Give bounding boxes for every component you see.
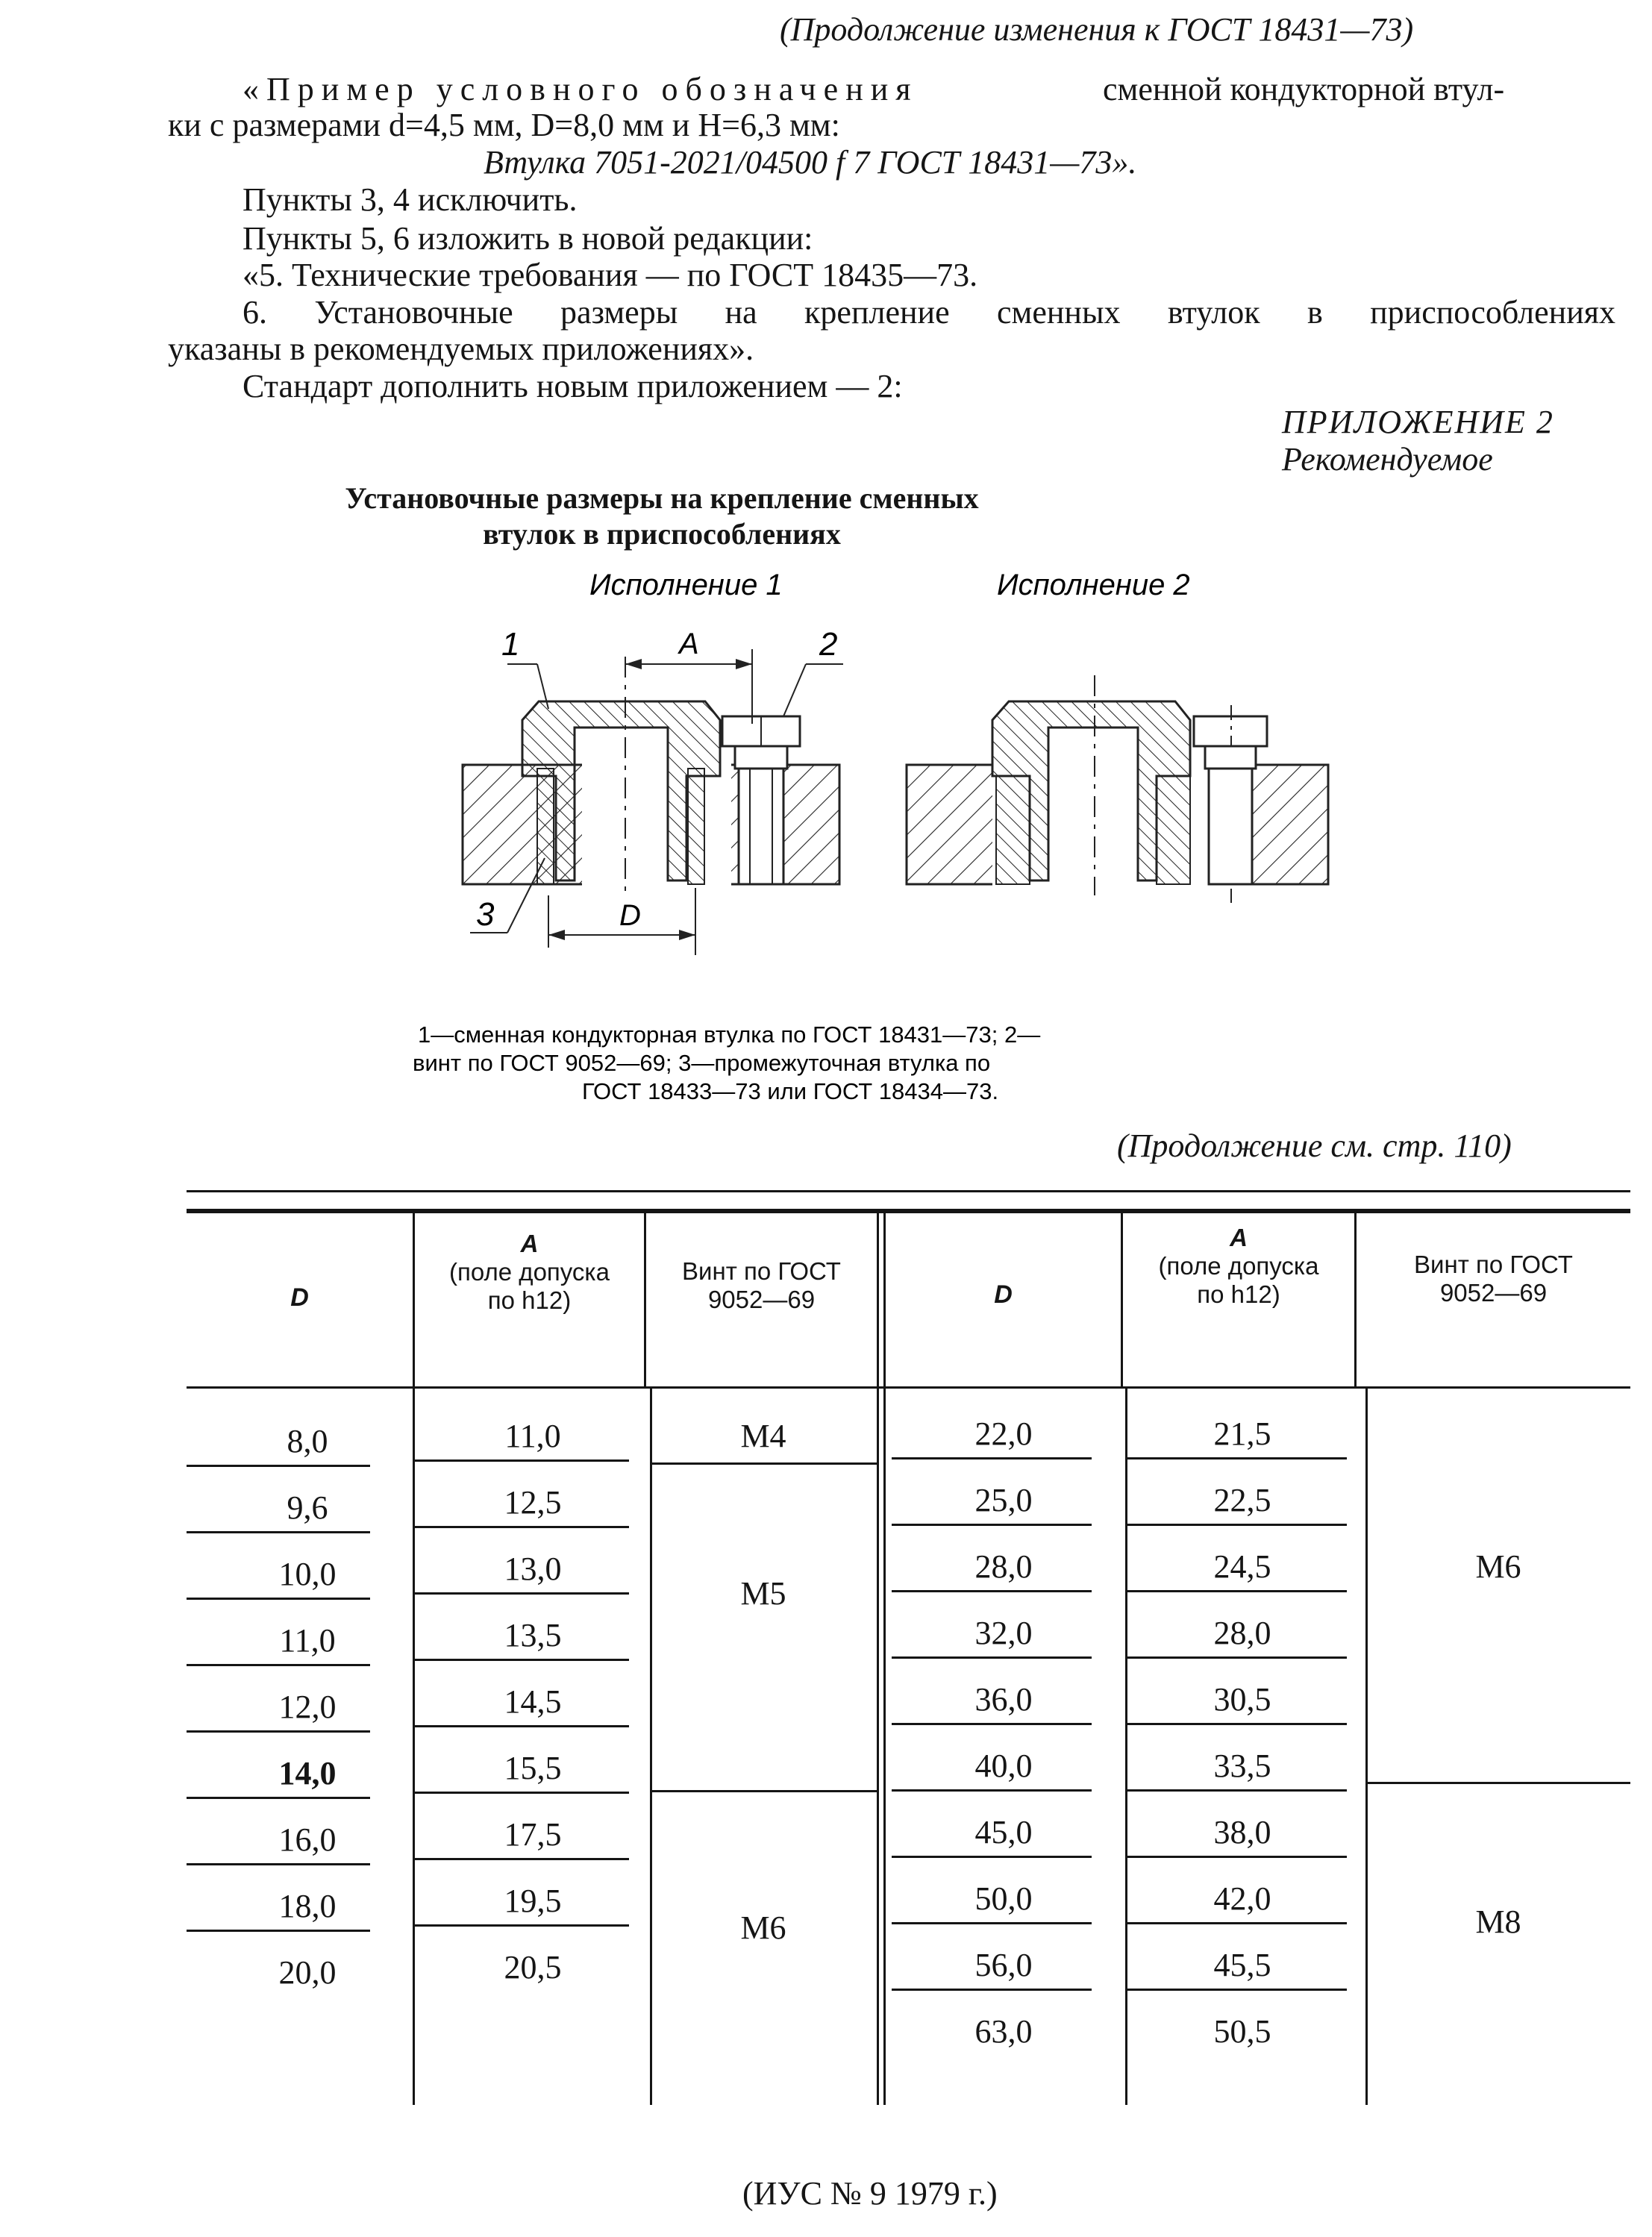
left-d-cell: 14,0 [278,1755,337,1792]
example-designation: Втулка 7051-2021/04500 f 7 ГОСТ 18431—73». [484,144,1137,181]
header-screw-right: Винт по ГОСТ 9052—69 [1414,1251,1573,1307]
right-d-cell: 32,0 [974,1615,1033,1651]
left-screw-cell: M5 [740,1575,786,1612]
left-a-cell: 11,0 [504,1418,561,1454]
left-d-cell: 8,0 [287,1423,328,1459]
right-d-cell: 22,0 [974,1415,1033,1452]
right-d-cell: 25,0 [974,1482,1033,1518]
clause-6-line2: указаны в рекомендуемых приложениях». [168,331,754,367]
dim-d-label: D [619,899,641,932]
left-d-cell: 18,0 [278,1888,337,1924]
example-dimensions: ки с размерами d=4,5 мм, D=8,0 мм и H=6,3 мм: [168,107,840,143]
figure-caption-line2: винт по ГОСТ 9052—69; 3—промежуточная втулка по [413,1050,991,1076]
right-d-cell: 36,0 [974,1681,1033,1718]
right-a-cell: 24,5 [1213,1548,1271,1585]
left-a-cell: 13,5 [504,1617,562,1653]
clause-6-line1: 6. Установочные размеры на крепление сменных втулок в приспособлениях [243,294,1615,331]
appendix-title-line1: Установочные размеры на крепление сменных [345,481,979,515]
left-a-cell: 14,5 [504,1683,562,1720]
left-d-cell: 9,6 [287,1489,328,1526]
right-d-cell: 50,0 [974,1880,1033,1917]
clause-appendix: Стандарт дополнить новым приложением — 2: [243,368,903,404]
figure-caption-line3: ГОСТ 18433—73 или ГОСТ 18434—73. [582,1078,999,1104]
right-screw-cell: M6 [1475,1548,1521,1585]
right-d-cell: 28,0 [974,1548,1033,1585]
right-a-cell: 50,5 [1213,2013,1271,2050]
right-a-cell: 45,5 [1213,1947,1271,1983]
left-a-cell: 20,5 [504,1949,562,1986]
left-d-cell: 16,0 [278,1821,337,1858]
callout-2: 2 [819,626,838,663]
right-d-cell: 45,0 [974,1814,1033,1850]
variant-1-label: Исполнение 1 [589,569,783,601]
variant-2-label: Исполнение 2 [997,569,1190,601]
clause-restate: Пункты 5, 6 изложить в новой редакции: [243,220,813,257]
header-a-right: A (поле допуска по h12) [1158,1224,1319,1308]
right-a-cell: 42,0 [1213,1880,1271,1917]
header-d-right: D [994,1280,1013,1309]
header-d-left: D [290,1283,309,1312]
left-a-cell: 15,5 [504,1750,562,1786]
left-a-cell: 19,5 [504,1883,562,1919]
left-d-cell: 12,0 [278,1689,337,1725]
clause-delete: Пункты 3, 4 исключить. [243,181,578,218]
variant-1-drawing [463,626,843,955]
appendix-status: Рекомендуемое [1282,441,1493,478]
left-screw-cell: M4 [740,1418,786,1454]
appendix-title-line2: втулок в приспособлениях [483,517,841,551]
left-a-cell: 17,5 [504,1816,562,1853]
figure-caption-line1: 1—сменная кондукторная втулка по ГОСТ 18431—73; 2— [418,1021,1041,1048]
running-head: (Продолжение изменения к ГОСТ 18431—73) [780,11,1414,48]
callout-1: 1 [501,626,520,663]
right-a-cell: 28,0 [1213,1615,1271,1651]
right-a-cell: 22,5 [1213,1482,1271,1518]
left-a-cell: 12,5 [504,1484,562,1521]
variant-2-drawing [907,675,1328,903]
left-d-cell: 20,0 [278,1954,337,1991]
example-intro-spaced: «Пример условного обозначения [243,71,919,107]
right-a-cell: 30,5 [1213,1681,1271,1718]
appendix-label: ПРИЛОЖЕНИЕ 2 [1282,404,1554,440]
bushing-drawing [0,0,1652,1104]
header-screw-left: Винт по ГОСТ 9052—69 [682,1257,841,1313]
continued-note: (Продолжение см. стр. 110) [1117,1127,1512,1164]
left-screw-cell: M6 [740,1909,786,1946]
left-d-cell: 11,0 [279,1622,336,1659]
right-a-cell: 33,5 [1213,1748,1271,1784]
header-a-left: A (поле допуска по h12) [449,1230,610,1314]
left-a-cell: 13,0 [504,1551,562,1587]
example-intro-rest: сменной кондукторной втул- [1103,71,1505,107]
right-d-cell: 56,0 [974,1947,1033,1983]
dim-a-label: A [679,628,699,660]
left-d-cell: 10,0 [278,1556,337,1592]
callout-3: 3 [476,896,495,933]
right-d-cell: 63,0 [974,2013,1033,2050]
right-d-cell: 40,0 [974,1748,1033,1784]
clause-5: «5. Технические требования — по ГОСТ 18435—73. [243,257,978,293]
right-a-cell: 21,5 [1213,1415,1271,1452]
footer-ius: (ИУС № 9 1979 г.) [742,2175,998,2212]
right-a-cell: 38,0 [1213,1814,1271,1850]
right-screw-cell: M8 [1475,1903,1521,1940]
